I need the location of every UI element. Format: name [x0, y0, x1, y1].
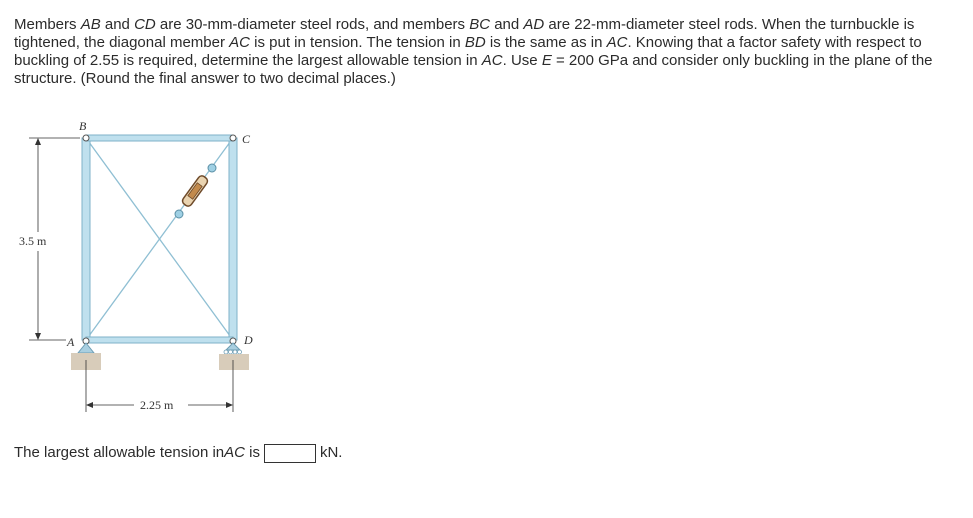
- member-cd-rod: [229, 138, 237, 340]
- problem-statement: [14, 16, 959, 88]
- member-ac: AC: [481, 52, 503, 69]
- frame-figure: [0, 110, 280, 420]
- answer-unit: kN.: [319, 444, 343, 461]
- member-bc-rod: [86, 135, 233, 141]
- label-b: B: [79, 119, 87, 133]
- modulus-symbol: E: [541, 52, 552, 69]
- answer-is: is: [244, 444, 260, 461]
- joint-b: [83, 135, 89, 141]
- problem-text: and: [100, 16, 135, 33]
- width-dimension-label: 2.25 m: [140, 398, 174, 412]
- label-c: C: [242, 132, 251, 146]
- problem-text: and: [490, 16, 524, 33]
- answer-input[interactable]: [264, 444, 316, 463]
- member-ac: AC: [229, 34, 250, 51]
- problem-text: . Knowing that a factor safety with respect to buckling of 2.55 is required, determine the largest allowable tension in: [14, 34, 922, 69]
- answer-member: AC: [224, 444, 245, 461]
- member-bc: BC: [469, 16, 491, 33]
- label-d: D: [244, 333, 253, 347]
- problem-text: Members: [14, 16, 81, 33]
- problem-text: are 22-mm-diameter steel rods. When the turnbuckle is tightened, the diagonal member: [14, 16, 915, 51]
- member-ab-rod: [82, 138, 90, 340]
- problem-text: is the same as in: [485, 34, 607, 51]
- member-ad: AD: [523, 16, 545, 33]
- label-a: A: [67, 335, 75, 349]
- member-ac: AC: [606, 34, 628, 51]
- answer-prefix: The largest allowable tension in: [14, 444, 225, 461]
- problem-text: is put in tension. The tension in: [250, 34, 465, 51]
- problem-text: are 30-mm-diameter steel rods, and members: [155, 16, 470, 33]
- member-bd: BD: [464, 34, 486, 51]
- roller-support-d: [219, 343, 249, 370]
- joint-c: [230, 135, 236, 141]
- problem-text: . Use: [502, 52, 542, 69]
- member-cd: CD: [134, 16, 156, 33]
- problem-text: = 200 GPa and consider only buckling in the plane of the structure. (Round the final answer to two decimal places.): [14, 52, 933, 87]
- answer-row: [14, 443, 342, 463]
- member-ab: AB: [80, 16, 101, 33]
- member-ad-rod: [86, 337, 233, 343]
- height-dimension-label: 3.5 m: [19, 234, 47, 248]
